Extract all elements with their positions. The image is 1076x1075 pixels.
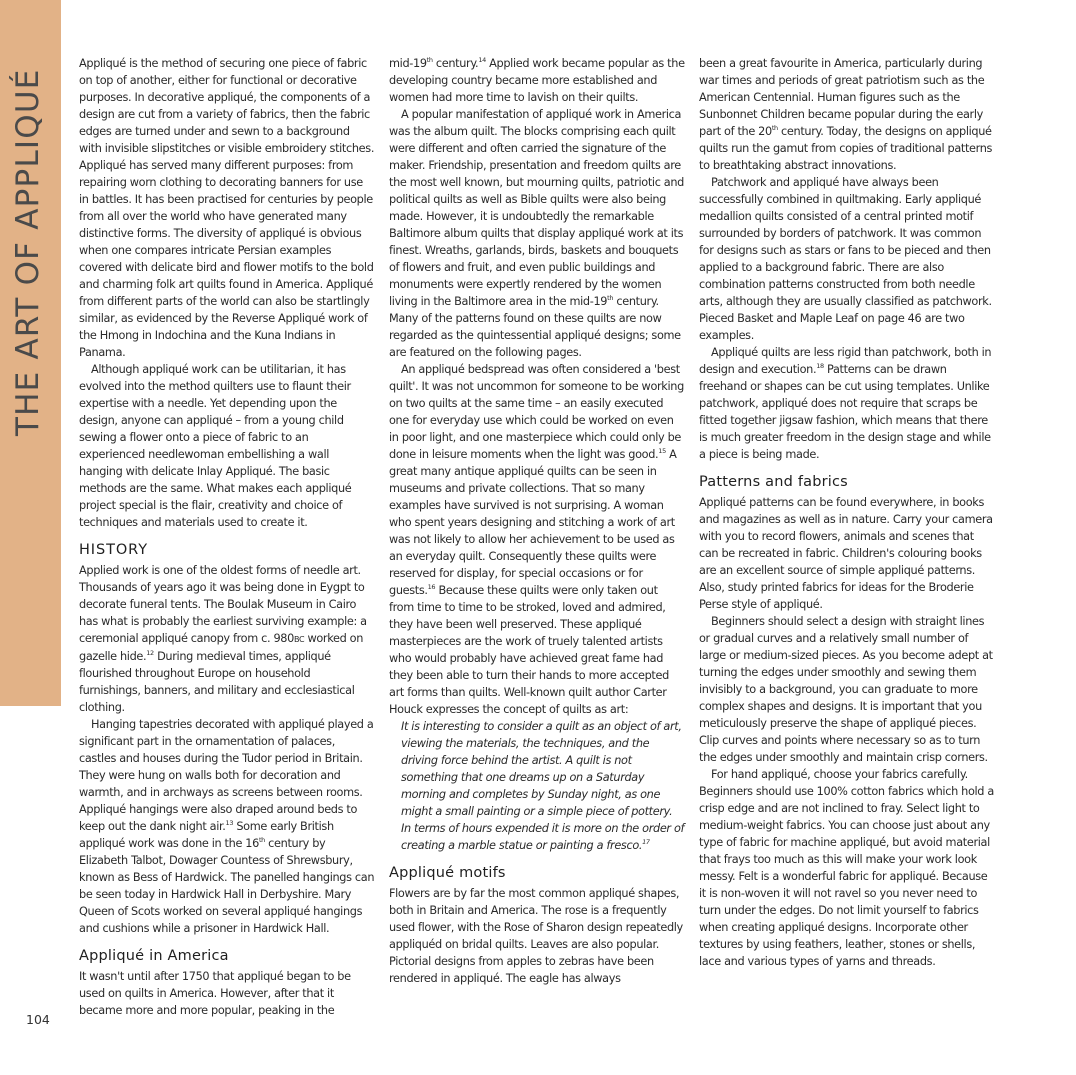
paragraph: Applied work is one of the oldest forms of needle art. Thousands of years ago it was being done in Eygpt to decorate funeral tents. The Boulak Museum in Cairo has what is probably the earliest surviving example: a ceremonial appliqué canopy from c. 980BC worked on gazelle hide.$^{12}$ During medieval times, appliqué flourished throughout Europe on household furnishings, banners, and military and ecclesiastical clothing. <box>79 564 367 714</box>
paragraph: Appliqué patterns can be found everywhere, in books and magazines as well as in nature. Carry your camera with you to record flowers, animals and scenes that can be recreated in fabric. Children's colouring books are an excellent source of simple appliqué patterns. Also, study printed fabrics for ideas for the Broderie Perse style of appliqué. <box>699 496 993 611</box>
heading-applique-motifs: Appliqué motifs <box>389 865 506 881</box>
paragraph: Hanging tapestries decorated with appliqué played a significant part in the ornamentation of palaces, castles and houses during the Tudor period in Britain. They were hung on walls both for decoration and warmth, and in archways as screens between rooms. Appliqué hangings were also draped around beds to keep out the dank night air.$^{13}$ Some early British appliqué work was done in the 16th century by Elizabeth Talbot, Dowager Countess of Shrewsbury, known as Bess of Hardwick. The panelled hangings can be seen today in Hardwick Hall in Derbyshire. Mary Queen of Scots worked on several appliqué hangings and cushions while a prisoner in Hardwick Hall. <box>79 718 375 935</box>
text-column-1 <box>79 55 375 1019</box>
paragraph: Beginners should select a design with straight lines or gradual curves and a relatively small number of large or medium-sized pieces. As you become adept at turning the edges under smoothly and sewing them invisibly to a background, you can graduate to more complex shapes and designs. It is important that you meticulously preserve the shape of appliqué pieces. Clip curves and points where necessary so as to turn the edges under smoothly and maintain crisp corners. <box>699 615 993 764</box>
paragraph: It wasn't until after 1750 that appliqué began to be used on quilts in America. However, after that it became more and more popular, peaking in the <box>79 970 351 1017</box>
paragraph: A popular manifestation of appliqué work in America was the album quilt. The blocks comprising each quilt were different and often carried the signature of the maker. Friendship, presentation and freedom quilts are the most well known, but mourning quilts, patriotic and political quilts as well as Bible quilts were also being made. However, it is undoubtedly the remarkable Baltimore album quilts that display appliqué work at its finest. Wreaths, garlands, birds, baskets and bouquets of flowers and fruit, and even public buildings and monuments were expertly rendered by the women living in the Baltimore area in the mid-19th century. Many of the patterns found on these quilts are now regarded as the quintessential appliqué designs; some are featured on the following pages. <box>389 108 684 359</box>
paragraph: Patchwork and appliqué have always been successfully combined in quiltmaking. Early appliqué medallion quilts consisted of a central printed motif surrounded by borders of patchwork. It was common for designs such as stars or fans to be pieced and then applied to a background fabric. There are also combination patterns constructed from both needle arts, although they are usually classified as patchwork. Pieced Basket and Maple Leaf on page 46 are two examples. <box>699 176 992 342</box>
text-column-2 <box>389 55 685 987</box>
heading-applique-in-america: Appliqué in America <box>79 948 229 964</box>
paragraph: Appliqué quilts are less rigid than patchwork, both in design and execution.$^{18}$ Patterns can be drawn freehand or shapes can be cut using templates. Unlike patchwork, appliqué does not require that scraps be fitted together jigsaw fashion, which means that there is much greater freedom in the design stage and while a piece is being made. <box>699 346 992 461</box>
paragraph: mid-19th century.$^{14}$ Applied work became popular as the developing country became more established and women had more time to lavish on their quilts. <box>389 56 685 104</box>
block-quote: It is interesting to consider a quilt as an object of art, viewing the materials, the techniques, and the driving force behind the artist. A quilt is not something that one dreams up on a Saturday morning and completes by Sunday night, as one might a small painting or a simple piece of pottery. In terms of hours expended it is more on the order of creating a marble statue or painting a fresco.$^{17}$ <box>401 720 685 852</box>
paragraph: Although appliqué work can be utilitarian, it has evolved into the method quilters use to flaunt their expertise with a needle. Yet depending upon the design, anyone can appliqué – from a young child sewing a flower onto a piece of fabric to an experienced needlewoman embellishing a wall hanging with delicate Inlay Appliqué. The basic methods are the same. What makes each appliqué project special is the flair, creativity and choice of techniques and materials used to create it. <box>79 363 352 529</box>
heading-patterns-and-fabrics: Patterns and fabrics <box>699 474 848 490</box>
chapter-title: THE ART OF APPLIQUÉ <box>10 68 46 436</box>
paragraph: been a great favourite in America, particularly during war times and periods of great patriotism such as the American Centennial. Human figures such as the Sunbonnet Children became popular during the early part of the 20th century. Today, the designs on appliqué quilts run the gamut from copies of traditional patterns to breathtaking abstract innovations. <box>699 57 993 172</box>
paragraph: For hand appliqué, choose your fabrics carefully. Beginners should use 100% cotton fabrics which hold a crisp edge and are not inclined to fray. Select light to medium-weight fabrics. You can choose just about any type of fabric for machine appliqué, but avoid material that frays too much as this will make your work look messy. Felt is a wonderful fabric for appliqué. Because it is non-woven it will not ravel so you never need to turn under the edges. Do not limit yourself to fabrics when creating appliqué designs. Incorporate other textures by using feathers, leather, stones or shells, lace and various types of yarns and threads. <box>699 768 994 968</box>
paragraph: An appliqué bedspread was often considered a 'best quilt'. It was not uncommon for someone to be working on two quilts at the same time – an easily executed one for everyday use which could be worked on even in poor light, and one masterpiece which could only be done in leisure moments when the light was good.$^{15}$ A great many antique appliqué quilts can be seen in museums and private collections. That so many examples have survived is not surprising. A woman who spent years designing and stitching a work of art was not likely to allow her achievement to be used as an everyday quilt. Consequently these quilts were reserved for display, for special occasions or for guests.$^{16}$ Because these quilts were only taken out from time to time to be stroked, loved and admired, they have been well preserved. These appliqué masterpieces are the work of truely talented artists who would probably have achieved great fame had they been able to turn their hands to more accepted art forms than quilts. Well-known quilt author Carter Houck expresses the concept of quilts as art: <box>389 363 684 716</box>
text-column-3 <box>699 55 995 970</box>
page-number: 104 <box>26 1012 50 1027</box>
paragraph: Flowers are by far the most common appliqué shapes, both in Britain and America. The rose is a frequently used flower, with the Rose of Sharon design repeatedly appliquéd on bridal quilts. Leaves are also popular. Pictorial designs from apples to zebras have been rendered in appliqué. The eagle has always <box>389 887 683 985</box>
paragraph: Appliqué is the method of securing one piece of fabric on top of another, either for functional or decorative purposes. In decorative appliqué, the components of a design are cut from a variety of fabrics, then the fabric edges are turned under and sewn to a background with invisible slipstitches or visible embroidery stitches. Appliqué has served many different purposes: from repairing worn clothing to decorating banners for use in battles. It has been practised for centuries by people from all over the world who have generated many distinctive forms. The diversity of appliqué is obvious when one compares intricate Persian examples covered with delicate bird and flower motifs to the bold and charming folk art quilts found in America. Appliqué from different parts of the world can also be startlingly similar, as evidenced by the Reverse Appliqué work of the Hmong in Indochina and the Kuna Indians in Panama. <box>79 57 375 359</box>
heading-history: HISTORY <box>79 542 148 558</box>
